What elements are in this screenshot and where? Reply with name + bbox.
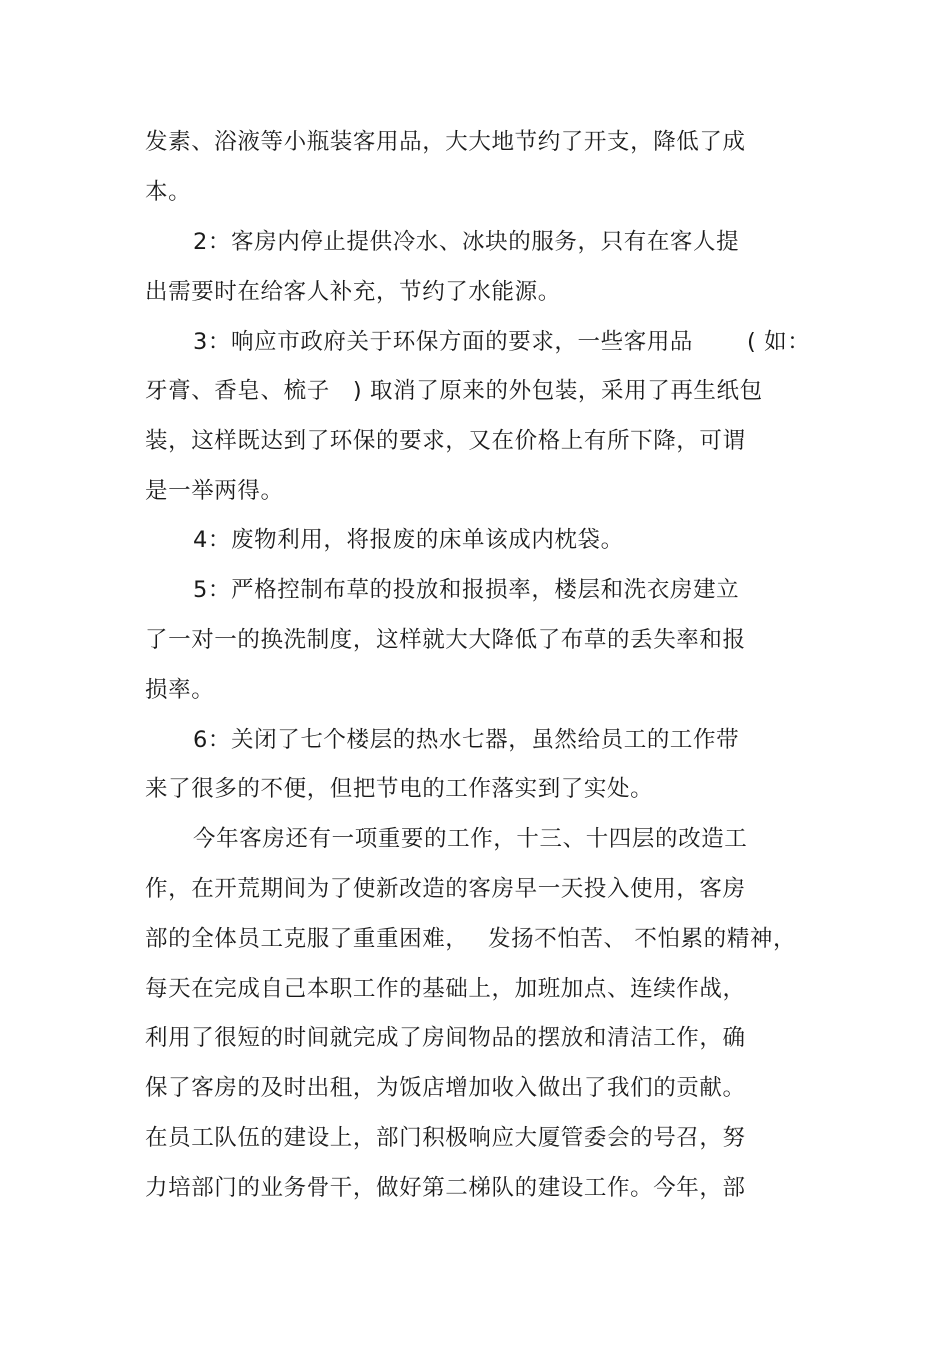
text-line: 发素、浴液等小瓶装客用品，大大地节约了开支，降低了成 <box>145 129 746 155</box>
text-line: 3：响应市政府关于环保方面的要求，一些客用品 ( 如： <box>193 329 811 355</box>
text-line: 部的全体员工克服了重重困难， 发扬不怕苦、 不怕累的精神， <box>145 926 797 952</box>
text-line: 每天在完成自己本职工作的基础上，加班加点、连续作战， <box>145 976 746 1002</box>
text-line: 保了客房的及时出租，为饭店增加收入做出了我们的贡献。 <box>145 1075 746 1101</box>
text-line: 4：废物利用，将报废的床单该成内枕袋。 <box>193 527 624 553</box>
text-line: 出需要时在给客人补充，节约了水能源。 <box>145 279 561 305</box>
text-line: 作，在开荒期间为了使新改造的客房早一天投入使用，客房 <box>145 876 746 902</box>
text-line: 损率。 <box>145 677 215 703</box>
text-line: 今年客房还有一项重要的工作，十三、十四层的改造工 <box>193 826 748 852</box>
text-line: 了一对一的换洗制度，这样就大大降低了布草的丢失率和报 <box>145 627 746 653</box>
text-line: 5：严格控制布草的投放和报损率，楼层和洗衣房建立 <box>193 577 740 603</box>
text-line: 6：关闭了七个楼层的热水七器，虽然给员工的工作带 <box>193 727 740 753</box>
text-line: 来了很多的不便，但把节电的工作落实到了实处。 <box>145 776 654 802</box>
text-line: 牙膏、香皂、梳子 ) 取消了原来的外包装，采用了再生纸包 <box>145 378 763 404</box>
text-line: 2：客房内停止提供冷水、冰块的服务，只有在客人提 <box>193 229 740 255</box>
text-line: 是一举两得。 <box>145 478 284 504</box>
text-line: 利用了很短的时间就完成了房间物品的摆放和清洁工作，确 <box>145 1025 746 1051</box>
text-line: 在员工队伍的建设上，部门积极响应大厦管委会的号召，努 <box>145 1125 746 1151</box>
text-line: 力培部门的业务骨干，做好第二梯队的建设工作。今年，部 <box>145 1175 746 1201</box>
text-line: 装，这样既达到了环保的要求，又在价格上有所下降，可谓 <box>145 428 746 454</box>
text-line: 本。 <box>145 179 192 205</box>
